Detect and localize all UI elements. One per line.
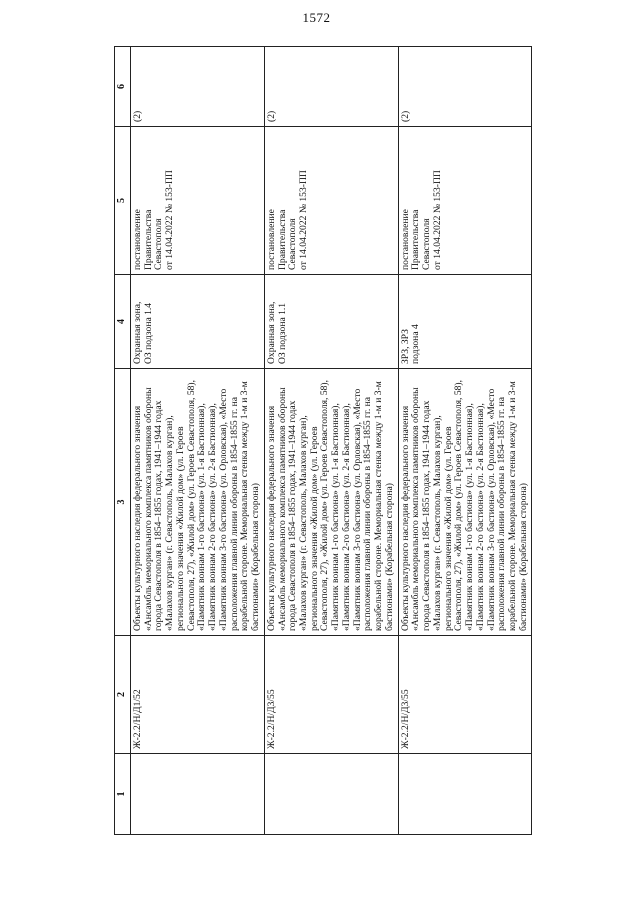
heritage-description-cell: Объекты культурного наследия федерального значения «Ансамбль мемориального комплекса памятников обороны города Севастополя в 1854–1855 годах, 1941–1944 годах «Малахов курган» (г. Севастополь, Малахов курган), регионального значения «Жилой дом» (ул. Героев Севастополя, 27), «Жилой дом» (ул. Героев Севастополя, 58), «Памятник воинам 1-го бастиона» (ул. 1-я Бастионная), «Памятник воинам 2-го бастиона» (ул. 2-я Бастионная), «Памятник воинам 3-го бастиона» (ул. Орловская), «Место расположения главной линии обороны в 1854–1855 гг. на корабельной стороне. Мемориальная стенка между 1-м и 3-м бастионами» (Корабельная сторона)	[264, 369, 398, 636]
legal-document-cell	[131, 127, 265, 275]
note-cell: (2)	[131, 47, 265, 127]
doc-line: Правительства	[410, 209, 422, 270]
doc-line: от 14.04.2022 № 153-ПП	[431, 170, 443, 270]
heritage-description-cell: Объекты культурного наследия федерального значения «Ансамбль мемориального комплекса памятников обороны города Севастополя в 1854–1855 годах, 1941–1944 годах «Малахов курган» (г. Севастополь, Малахов курган), регионального значения «Жилой дом» (ул. Героев Севастополя, 27), «Жилой дом» (ул. Героев Севастополя, 58), «Памятник воинам 1-го бастиона» (ул. 1-я Бастионная), «Памятник воинам 2-го бастиона» (ул. 2-я Бастионная), «Памятник воинам 3-го бастиона» (ул. Орловская), «Место расположения главной линии обороны в 1854–1855 гг. на корабельной стороне. Мемориальная стенка между 1-м и 3-м бастионами» (Корабельная сторона)	[398, 369, 532, 636]
rotated-table-container	[114, 47, 530, 835]
doc-line: Правительства	[276, 209, 288, 270]
zone-line: подзона 4	[410, 324, 422, 364]
protection-zone-cell	[264, 275, 398, 369]
table-row	[131, 47, 265, 835]
doc-line: от 14.04.2022 № 153-ПП	[164, 170, 176, 270]
zone-line: Охранная зона,	[132, 301, 143, 364]
zone-line: Охранная зона,	[265, 301, 277, 364]
header-col-3: 3	[115, 369, 131, 636]
zones-table	[114, 46, 532, 835]
doc-line: постановление	[265, 209, 277, 270]
header-col-2: 2	[115, 636, 131, 754]
header-col-1: 1	[115, 754, 131, 835]
row-col1-cell	[264, 754, 398, 835]
note-cell: (2)	[398, 47, 532, 127]
doc-line: Севастополя	[287, 218, 299, 270]
zone-line: ОЗ подзона 1.1	[276, 302, 288, 364]
zone-code-cell: Ж-2.2/Н/Д1/52	[131, 636, 265, 754]
heritage-description-cell: Объекты культурного наследия федерального значения «Ансамбль мемориального комплекса памятников обороны города Севастополя в 1854–1855 годах, 1941–1944 годах «Малахов курган» (г. Севастополь, Малахов курган), регионального значения «Жилой дом» (ул. Героев Севастополя, 27), «Жилой дом» (ул. Героев Севастополя, 58), «Памятник воинам 1-го бастиона» (ул. 1-я Бастионная), «Памятник воинам 2-го бастиона» (ул. 2-я Бастионная), «Памятник воинам 3-го бастиона» (ул. Орловская), «Место расположения главной линии обороны в 1854–1855 гг. на корабельной стороне. Мемориальная стенка между 1-м и 3-м бастионами» (Корабельная сторона)	[131, 369, 265, 636]
doc-line: от 14.04.2022 № 153-ПП	[298, 170, 310, 270]
header-col-6: 6	[115, 47, 131, 127]
doc-line: Севастополя	[153, 218, 165, 270]
note-cell: (2)	[264, 47, 398, 127]
protection-zone-cell	[131, 275, 265, 369]
table-row	[264, 47, 398, 835]
header-col-5: 5	[115, 127, 131, 275]
doc-line: Правительства	[142, 209, 154, 270]
zone-code-cell: Ж-2.2/Н/Д3/55	[264, 636, 398, 754]
zone-line: ЗРЗ, ЗРЗ	[399, 329, 411, 364]
row-col1-cell	[398, 754, 532, 835]
header-col-4: 4	[115, 275, 131, 369]
row-col1-cell	[131, 754, 265, 835]
zone-code-cell: Ж-2.2/Н/Д3/55	[398, 636, 532, 754]
doc-line: постановление	[399, 209, 411, 270]
protection-zone-cell	[398, 275, 532, 369]
zone-line: ОЗ подзона 1.4	[142, 302, 154, 364]
legal-document-cell	[264, 127, 398, 275]
table-row	[398, 47, 532, 835]
doc-line: Севастополя	[421, 218, 433, 270]
table-header-row	[115, 47, 131, 835]
page-number: 1572	[302, 10, 331, 25]
doc-line: постановление	[132, 209, 143, 270]
legal-document-cell	[398, 127, 532, 275]
